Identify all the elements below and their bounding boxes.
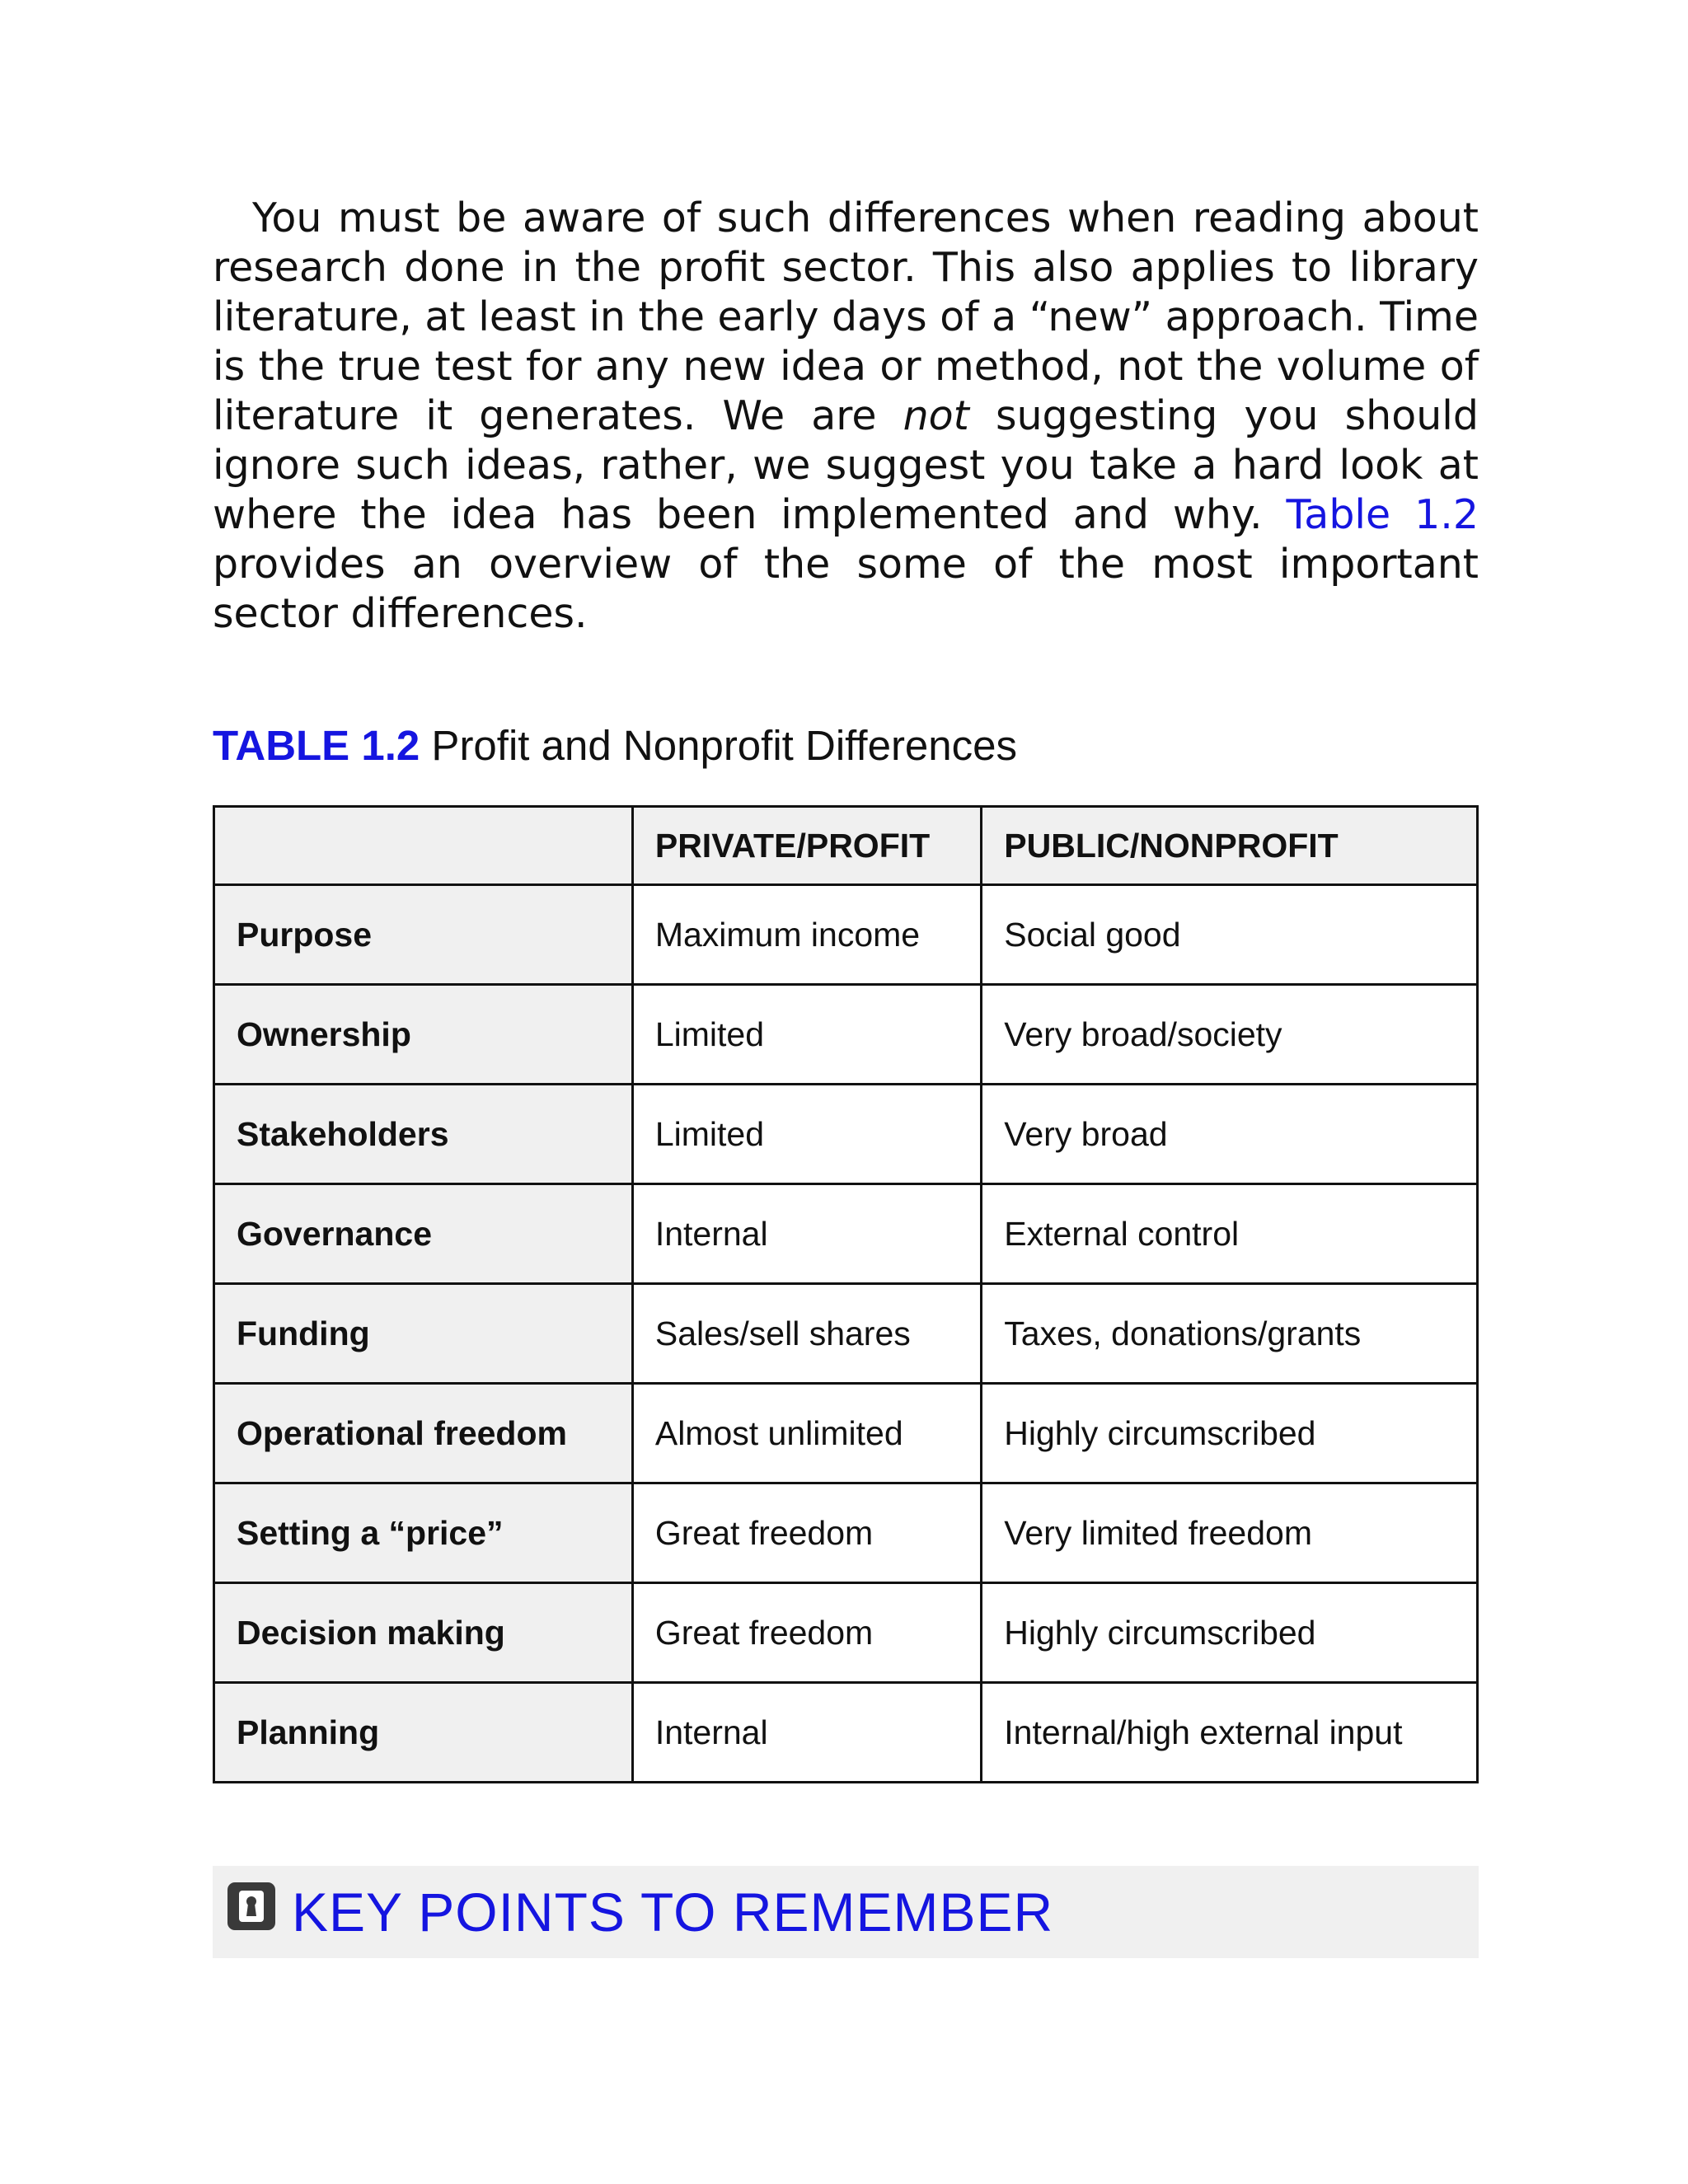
public-cell: Taxes, donations/grants — [982, 1284, 1478, 1384]
table-row — [214, 1184, 1478, 1284]
table-row — [214, 1683, 1478, 1783]
table-header-row — [214, 807, 1478, 885]
row-label: Purpose — [214, 885, 633, 985]
header-public-nonprofit: PUBLIC/NONPROFIT — [982, 807, 1478, 885]
public-cell: Very broad/society — [982, 985, 1478, 1085]
differences-table — [213, 805, 1479, 1783]
row-label: Stakeholders — [214, 1085, 633, 1184]
key-points-banner — [213, 1866, 1479, 1958]
header-private-profit: PRIVATE/PROFIT — [632, 807, 981, 885]
private-cell: Internal — [632, 1683, 981, 1783]
page-content — [213, 194, 1479, 1958]
table-reference-link[interactable]: Table 1.2 — [1286, 491, 1479, 538]
public-cell: Very broad — [982, 1085, 1478, 1184]
public-cell: Very limited freedom — [982, 1483, 1478, 1583]
private-cell: Great freedom — [632, 1583, 981, 1683]
table-title: Profit and Nonprofit Differences — [420, 722, 1018, 769]
table-number: TABLE 1.2 — [213, 722, 420, 769]
row-label: Operational freedom — [214, 1384, 633, 1483]
row-label: Decision making — [214, 1583, 633, 1683]
public-cell: Social good — [982, 885, 1478, 985]
paragraph-text-2: suggesting you should ignore such ideas, rather, we suggest you take a hard look at where the idea has been implemented and why. — [213, 392, 1479, 538]
paragraph-text-1: You must be aware of such differences when reading about research done in the profit sector. This also applies to library literature, at least in the early days of a “new” approach. Time is the true test for any new idea or method, not the volume of literature it generates. We are — [213, 194, 1479, 439]
key-points-title: KEY POINTS TO REMEMBER — [292, 1882, 1054, 1943]
public-cell: Highly circumscribed — [982, 1583, 1478, 1683]
public-cell: External control — [982, 1184, 1478, 1284]
paragraph-emphasis: not — [903, 392, 969, 439]
table-caption — [213, 721, 1479, 771]
public-cell: Internal/high external input — [982, 1683, 1478, 1783]
table-row — [214, 985, 1478, 1085]
row-label: Planning — [214, 1683, 633, 1783]
table-row — [214, 1483, 1478, 1583]
private-cell: Internal — [632, 1184, 981, 1284]
row-label: Setting a “price” — [214, 1483, 633, 1583]
keyhole-icon — [227, 1882, 275, 1930]
private-cell: Limited — [632, 1085, 981, 1184]
row-label: Ownership — [214, 985, 633, 1085]
public-cell: Highly circumscribed — [982, 1384, 1478, 1483]
table-row — [214, 1085, 1478, 1184]
table-row — [214, 1384, 1478, 1483]
table-row — [214, 1284, 1478, 1384]
private-cell: Maximum income — [632, 885, 981, 985]
paragraph-text-3: provides an overview of the some of the most important sector differences. — [213, 541, 1479, 637]
intro-paragraph — [213, 194, 1479, 639]
private-cell: Sales/sell shares — [632, 1284, 981, 1384]
row-label: Governance — [214, 1184, 633, 1284]
table-row — [214, 885, 1478, 985]
header-cell-empty — [214, 807, 633, 885]
row-label: Funding — [214, 1284, 633, 1384]
keyhole-icon-svg — [236, 1889, 267, 1924]
private-cell: Almost unlimited — [632, 1384, 981, 1483]
private-cell: Great freedom — [632, 1483, 981, 1583]
table-row — [214, 1583, 1478, 1683]
private-cell: Limited — [632, 985, 981, 1085]
